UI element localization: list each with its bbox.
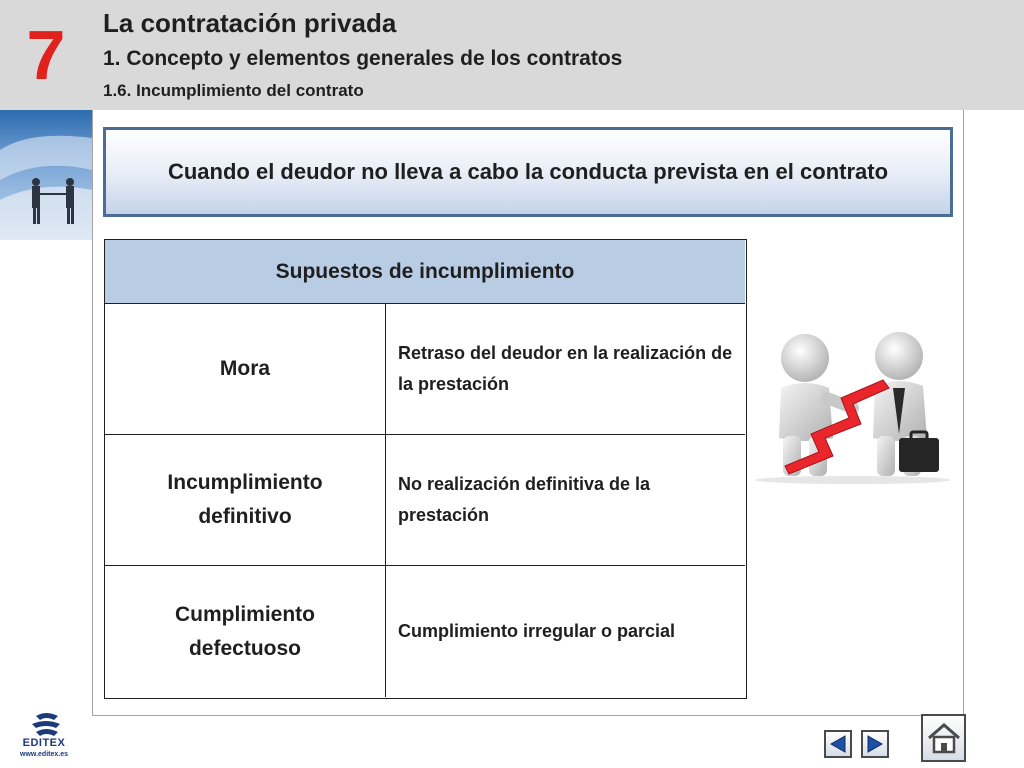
slide-header xyxy=(92,0,1024,110)
description-cell xyxy=(386,566,745,697)
broken-deal-illustration xyxy=(753,326,953,486)
handshake-photo-icon xyxy=(0,110,92,240)
broken-handshake-icon xyxy=(753,326,953,486)
definition-box xyxy=(103,127,953,217)
page-subtitle: 1. Concepto y elementos generales de los contratos xyxy=(103,47,623,70)
term-text: Cumplimiento defectuoso xyxy=(175,602,315,660)
table-header-text: Supuestos de incumplimiento xyxy=(275,259,575,283)
breach-cases-table xyxy=(104,239,747,699)
house-icon xyxy=(927,722,961,754)
description-text: Retraso del deudor en la realización de la prestación xyxy=(398,343,733,394)
page-title: La contratación privada xyxy=(103,8,397,38)
term-cell xyxy=(105,566,386,697)
table-header xyxy=(105,240,745,304)
next-slide-button[interactable] xyxy=(861,730,889,758)
brand-name: EDITEX xyxy=(22,737,66,749)
definition-text: Cuando el deudor no lleva a cabo la conducta prevista en el contrato xyxy=(167,159,889,184)
chapter-number: 7 xyxy=(26,16,66,94)
term-cell xyxy=(105,304,386,434)
description-cell xyxy=(386,304,745,434)
section-label: 1.6. Incumplimiento del contrato xyxy=(103,81,364,100)
table-row xyxy=(105,304,745,435)
brand-url: www.editex.es xyxy=(20,751,68,758)
description-text: No realización definitiva de la prestación xyxy=(398,474,651,525)
editex-logo-icon xyxy=(14,712,78,738)
description-cell xyxy=(386,435,745,565)
triangle-right-icon xyxy=(867,735,883,753)
triangle-left-icon xyxy=(830,735,846,753)
term-text: Incumplimiento definitivo xyxy=(167,471,323,528)
term-cell xyxy=(105,435,386,565)
home-button[interactable] xyxy=(921,714,966,762)
table-row xyxy=(105,566,745,697)
previous-slide-button[interactable] xyxy=(824,730,852,758)
description-text: Cumplimiento irregular o parcial xyxy=(398,621,676,641)
term-text: Mora xyxy=(219,357,271,380)
table-row xyxy=(105,435,745,566)
handshake-photo xyxy=(0,110,92,240)
